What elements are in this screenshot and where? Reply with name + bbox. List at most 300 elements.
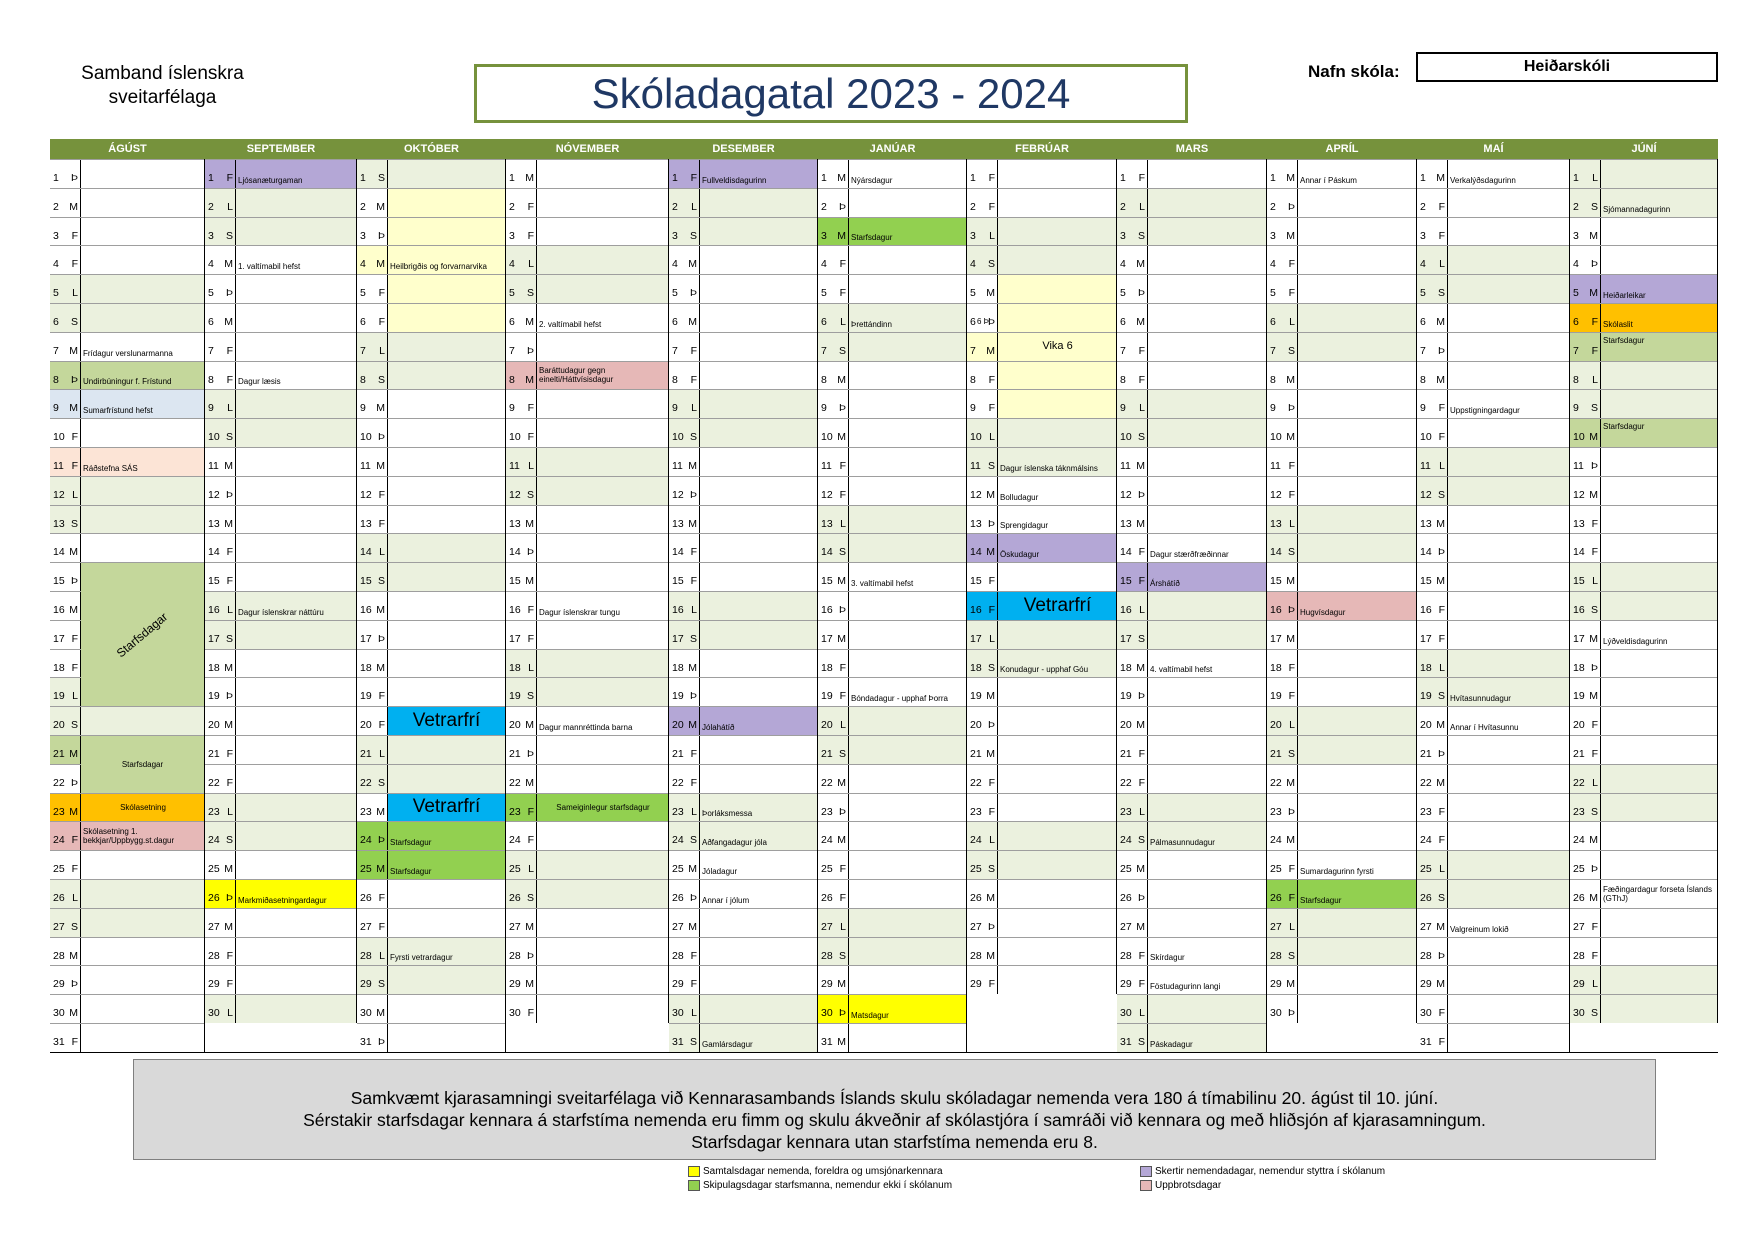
day-cell[interactable] [205, 332, 357, 361]
day-cell[interactable] [50, 821, 205, 850]
day-cell[interactable] [818, 533, 967, 562]
day-cell[interactable] [50, 303, 205, 332]
day-cell[interactable] [1117, 476, 1267, 505]
day-cell[interactable] [1570, 188, 1718, 217]
day-cell[interactable] [818, 389, 967, 418]
day-cell[interactable] [818, 245, 967, 274]
day-cell[interactable] [1267, 303, 1417, 332]
day-cell[interactable] [357, 159, 506, 188]
day-cell[interactable] [506, 879, 669, 908]
day-cell[interactable] [50, 418, 205, 447]
day-cell[interactable] [1417, 303, 1570, 332]
day-cell[interactable] [1417, 591, 1570, 620]
day-cell[interactable] [669, 274, 818, 303]
day-cell[interactable] [967, 562, 1117, 591]
day-cell[interactable] [1117, 361, 1267, 390]
day-cell[interactable] [506, 476, 669, 505]
day-cell[interactable] [1267, 159, 1417, 188]
day-cell[interactable] [669, 649, 818, 678]
day-cell[interactable] [669, 533, 818, 562]
day-cell[interactable] [357, 361, 506, 390]
day-cell[interactable] [818, 677, 967, 706]
day-cell[interactable] [357, 447, 506, 476]
day-cell[interactable] [1417, 389, 1570, 418]
day-cell[interactable] [357, 735, 506, 764]
day-cell[interactable] [669, 245, 818, 274]
day-cell[interactable] [967, 159, 1117, 188]
day-cell[interactable] [50, 159, 205, 188]
day-cell[interactable] [506, 764, 669, 793]
day-cell[interactable] [1117, 793, 1267, 822]
day-cell[interactable] [50, 476, 205, 505]
day-cell[interactable] [357, 764, 506, 793]
day-cell[interactable] [818, 361, 967, 390]
day-cell[interactable] [50, 965, 205, 994]
day-cell[interactable] [1417, 850, 1570, 879]
day-cell[interactable] [967, 706, 1117, 735]
day-cell[interactable] [967, 188, 1117, 217]
day-cell[interactable] [1570, 217, 1718, 246]
day-cell[interactable] [1417, 620, 1570, 649]
day-cell[interactable] [669, 879, 818, 908]
day-cell[interactable] [1117, 245, 1267, 274]
day-cell[interactable] [506, 217, 669, 246]
day-cell[interactable] [1117, 764, 1267, 793]
day-cell[interactable] [50, 188, 205, 217]
day-cell[interactable] [506, 793, 669, 822]
day-cell[interactable] [1267, 908, 1417, 937]
day-cell[interactable] [669, 418, 818, 447]
day-cell[interactable] [1417, 274, 1570, 303]
day-cell[interactable] [1417, 447, 1570, 476]
day-cell[interactable] [1267, 793, 1417, 822]
day-cell[interactable] [205, 937, 357, 966]
day-cell[interactable] [1570, 159, 1718, 188]
day-cell[interactable] [818, 332, 967, 361]
day-cell[interactable] [205, 879, 357, 908]
school-name-field[interactable]: Heiðarskóli [1416, 52, 1718, 82]
day-cell[interactable] [357, 879, 506, 908]
day-cell[interactable] [506, 994, 669, 1023]
day-cell[interactable] [357, 965, 506, 994]
day-cell[interactable] [50, 994, 205, 1023]
day-cell[interactable] [1417, 793, 1570, 822]
day-cell[interactable] [357, 245, 506, 274]
day-cell[interactable] [357, 620, 506, 649]
day-cell[interactable] [1417, 332, 1570, 361]
day-cell[interactable] [50, 217, 205, 246]
day-cell[interactable] [1417, 937, 1570, 966]
day-cell[interactable] [506, 274, 669, 303]
day-cell[interactable] [818, 159, 967, 188]
day-cell[interactable] [506, 447, 669, 476]
day-cell[interactable] [1417, 821, 1570, 850]
day-cell[interactable] [1570, 591, 1718, 620]
day-cell[interactable] [818, 821, 967, 850]
day-cell[interactable] [357, 591, 506, 620]
day-cell[interactable] [669, 677, 818, 706]
day-cell[interactable] [506, 332, 669, 361]
day-cell[interactable] [1570, 965, 1718, 994]
day-cell[interactable] [818, 620, 967, 649]
day-cell[interactable] [818, 908, 967, 937]
day-cell[interactable] [1417, 217, 1570, 246]
day-cell[interactable] [818, 1023, 967, 1052]
day-cell[interactable] [1267, 735, 1417, 764]
day-cell[interactable] [669, 706, 818, 735]
day-cell[interactable] [967, 533, 1117, 562]
day-cell[interactable] [1117, 879, 1267, 908]
day-cell[interactable] [506, 937, 669, 966]
day-cell[interactable] [669, 389, 818, 418]
day-cell[interactable] [205, 418, 357, 447]
day-cell[interactable] [1570, 245, 1718, 274]
day-cell[interactable] [1267, 188, 1417, 217]
day-cell[interactable] [506, 965, 669, 994]
day-cell[interactable] [357, 937, 506, 966]
day-cell[interactable] [1117, 562, 1267, 591]
day-cell[interactable] [1570, 735, 1718, 764]
day-cell[interactable] [205, 188, 357, 217]
day-cell[interactable] [818, 591, 967, 620]
day-cell[interactable] [1117, 1023, 1267, 1052]
day-cell[interactable] [1267, 821, 1417, 850]
day-cell[interactable] [357, 1023, 506, 1052]
day-cell[interactable] [967, 418, 1117, 447]
day-cell[interactable] [1570, 764, 1718, 793]
day-cell[interactable] [1117, 908, 1267, 937]
day-cell[interactable] [818, 764, 967, 793]
day-cell[interactable] [506, 303, 669, 332]
day-cell[interactable] [1267, 217, 1417, 246]
day-cell[interactable] [1570, 620, 1718, 649]
day-cell[interactable] [1117, 649, 1267, 678]
day-cell[interactable] [1570, 505, 1718, 534]
day-cell[interactable] [205, 850, 357, 879]
day-cell[interactable] [357, 505, 506, 534]
day-cell[interactable] [1117, 332, 1267, 361]
day-cell[interactable] [357, 332, 506, 361]
day-cell[interactable] [1570, 447, 1718, 476]
day-cell[interactable] [669, 332, 818, 361]
day-cell[interactable] [1570, 937, 1718, 966]
day-cell[interactable] [506, 245, 669, 274]
day-cell[interactable] [357, 994, 506, 1023]
day-cell[interactable] [1267, 245, 1417, 274]
day-cell[interactable] [1267, 649, 1417, 678]
day-cell[interactable] [669, 361, 818, 390]
day-cell[interactable] [1117, 994, 1267, 1023]
day-cell[interactable] [669, 159, 818, 188]
day-cell[interactable] [669, 188, 818, 217]
day-cell[interactable] [1267, 879, 1417, 908]
day-cell[interactable] [669, 994, 818, 1023]
day-cell[interactable] [1117, 533, 1267, 562]
day-cell[interactable] [205, 620, 357, 649]
day-cell[interactable] [1117, 303, 1267, 332]
day-cell[interactable] [506, 389, 669, 418]
day-cell[interactable] [818, 418, 967, 447]
day-cell[interactable] [818, 188, 967, 217]
day-cell[interactable] [1117, 188, 1267, 217]
day-cell[interactable] [205, 562, 357, 591]
day-cell[interactable] [1267, 332, 1417, 361]
day-cell[interactable] [669, 591, 818, 620]
day-cell[interactable] [818, 649, 967, 678]
day-cell[interactable] [1570, 476, 1718, 505]
day-cell[interactable] [1417, 965, 1570, 994]
day-cell[interactable] [818, 937, 967, 966]
day-cell[interactable] [1117, 217, 1267, 246]
day-cell[interactable] [967, 793, 1117, 822]
day-cell[interactable] [669, 217, 818, 246]
day-cell[interactable] [669, 447, 818, 476]
day-cell[interactable] [669, 821, 818, 850]
day-cell[interactable] [1417, 562, 1570, 591]
day-cell[interactable] [50, 879, 205, 908]
day-cell[interactable] [205, 908, 357, 937]
day-cell[interactable] [1570, 274, 1718, 303]
day-cell[interactable] [1570, 879, 1718, 908]
day-cell[interactable] [205, 533, 357, 562]
day-cell[interactable] [818, 217, 967, 246]
day-cell[interactable] [506, 649, 669, 678]
day-cell[interactable] [818, 793, 967, 822]
day-cell[interactable] [1267, 706, 1417, 735]
day-cell[interactable] [818, 562, 967, 591]
day-cell[interactable] [205, 476, 357, 505]
day-cell[interactable] [1117, 389, 1267, 418]
day-cell[interactable] [1117, 965, 1267, 994]
day-cell[interactable] [1417, 188, 1570, 217]
day-cell[interactable] [506, 706, 669, 735]
day-cell[interactable] [205, 591, 357, 620]
day-cell[interactable] [967, 937, 1117, 966]
day-cell[interactable] [1267, 389, 1417, 418]
day-cell[interactable] [50, 908, 205, 937]
day-cell[interactable] [1267, 591, 1417, 620]
day-cell[interactable] [205, 764, 357, 793]
day-cell[interactable] [1117, 447, 1267, 476]
day-cell[interactable] [357, 476, 506, 505]
day-cell[interactable] [1267, 562, 1417, 591]
day-cell[interactable] [1417, 505, 1570, 534]
day-cell[interactable] [669, 793, 818, 822]
day-cell[interactable] [1417, 706, 1570, 735]
day-cell[interactable] [967, 620, 1117, 649]
day-cell[interactable] [205, 389, 357, 418]
day-cell[interactable] [506, 591, 669, 620]
day-cell[interactable] [1570, 389, 1718, 418]
day-cell[interactable] [818, 447, 967, 476]
day-cell[interactable] [1570, 677, 1718, 706]
day-cell[interactable] [1570, 649, 1718, 678]
day-cell[interactable] [669, 850, 818, 879]
day-cell[interactable] [1117, 821, 1267, 850]
day-cell[interactable] [1570, 303, 1718, 332]
day-cell[interactable] [50, 533, 205, 562]
day-cell[interactable] [1570, 533, 1718, 562]
day-cell[interactable] [1267, 994, 1417, 1023]
day-cell[interactable] [818, 505, 967, 534]
day-cell[interactable] [1267, 476, 1417, 505]
day-cell[interactable] [357, 418, 506, 447]
day-cell[interactable] [205, 994, 357, 1023]
day-cell[interactable] [205, 677, 357, 706]
day-cell[interactable] [818, 303, 967, 332]
day-cell[interactable] [205, 361, 357, 390]
day-cell[interactable] [1117, 591, 1267, 620]
day-cell[interactable] [1267, 447, 1417, 476]
day-cell[interactable] [967, 649, 1117, 678]
day-cell[interactable] [205, 159, 357, 188]
day-cell[interactable] [1570, 562, 1718, 591]
day-cell[interactable] [1570, 361, 1718, 390]
day-cell[interactable] [818, 879, 967, 908]
day-cell[interactable] [50, 793, 205, 822]
day-cell[interactable] [1417, 735, 1570, 764]
day-cell[interactable] [818, 476, 967, 505]
day-cell[interactable] [967, 965, 1117, 994]
day-cell[interactable] [967, 879, 1117, 908]
day-cell[interactable] [1117, 706, 1267, 735]
day-cell[interactable] [967, 591, 1117, 620]
day-cell[interactable] [205, 649, 357, 678]
day-cell[interactable] [1267, 505, 1417, 534]
day-cell[interactable] [506, 159, 669, 188]
day-cell[interactable] [205, 447, 357, 476]
day-cell[interactable] [50, 332, 205, 361]
day-cell[interactable] [1117, 677, 1267, 706]
day-cell[interactable] [1417, 476, 1570, 505]
day-cell[interactable] [1570, 821, 1718, 850]
day-cell[interactable] [506, 620, 669, 649]
day-cell[interactable] [1117, 274, 1267, 303]
day-cell[interactable] [669, 1023, 818, 1052]
day-cell[interactable] [357, 389, 506, 418]
day-cell[interactable] [357, 821, 506, 850]
day-cell[interactable] [357, 562, 506, 591]
day-cell[interactable] [1117, 937, 1267, 966]
day-cell[interactable] [506, 188, 669, 217]
day-cell[interactable] [818, 274, 967, 303]
day-cell[interactable] [1267, 361, 1417, 390]
day-cell[interactable] [1570, 793, 1718, 822]
day-cell[interactable] [1117, 418, 1267, 447]
day-cell[interactable] [205, 706, 357, 735]
day-cell[interactable] [50, 245, 205, 274]
day-cell[interactable] [669, 764, 818, 793]
day-cell[interactable] [1267, 274, 1417, 303]
day-cell[interactable] [1417, 245, 1570, 274]
day-cell[interactable] [1570, 994, 1718, 1023]
day-cell[interactable] [506, 418, 669, 447]
day-cell[interactable] [50, 1023, 205, 1052]
day-cell[interactable] [205, 965, 357, 994]
day-cell[interactable] [50, 361, 205, 390]
day-cell[interactable] [669, 505, 818, 534]
day-cell[interactable] [506, 505, 669, 534]
day-cell[interactable] [669, 965, 818, 994]
day-cell[interactable] [1417, 418, 1570, 447]
day-cell[interactable] [669, 476, 818, 505]
day-cell[interactable] [1570, 706, 1718, 735]
day-cell[interactable] [506, 850, 669, 879]
day-cell[interactable] [1417, 649, 1570, 678]
day-cell[interactable] [1267, 937, 1417, 966]
day-cell[interactable] [967, 217, 1117, 246]
day-cell[interactable] [357, 533, 506, 562]
day-cell[interactable] [967, 505, 1117, 534]
day-cell[interactable] [967, 245, 1117, 274]
day-cell[interactable] [50, 706, 205, 735]
day-cell[interactable] [1267, 533, 1417, 562]
day-cell[interactable] [506, 533, 669, 562]
day-cell[interactable] [967, 677, 1117, 706]
day-cell[interactable] [818, 965, 967, 994]
day-cell[interactable] [357, 649, 506, 678]
day-cell[interactable] [1570, 332, 1718, 361]
day-cell[interactable] [50, 447, 205, 476]
day-cell[interactable] [818, 706, 967, 735]
day-cell[interactable] [669, 937, 818, 966]
day-cell[interactable] [1117, 620, 1267, 649]
day-cell[interactable] [818, 850, 967, 879]
day-cell[interactable] [50, 274, 205, 303]
day-cell[interactable] [1417, 361, 1570, 390]
day-cell[interactable] [205, 735, 357, 764]
day-cell[interactable] [205, 505, 357, 534]
day-cell[interactable] [1570, 418, 1718, 447]
day-cell[interactable] [1417, 1023, 1570, 1052]
day-cell[interactable] [205, 303, 357, 332]
day-cell[interactable] [205, 821, 357, 850]
day-cell[interactable] [818, 735, 967, 764]
day-cell[interactable] [1267, 850, 1417, 879]
day-cell[interactable] [205, 274, 357, 303]
day-cell[interactable] [967, 476, 1117, 505]
day-cell[interactable] [205, 245, 357, 274]
day-cell[interactable] [967, 908, 1117, 937]
day-cell[interactable] [669, 562, 818, 591]
day-cell[interactable] [967, 850, 1117, 879]
day-cell[interactable] [1267, 418, 1417, 447]
day-cell[interactable] [50, 850, 205, 879]
day-cell[interactable] [967, 735, 1117, 764]
day-cell[interactable] [1570, 908, 1718, 937]
day-cell[interactable] [1117, 850, 1267, 879]
day-cell[interactable] [669, 735, 818, 764]
day-cell[interactable] [1417, 764, 1570, 793]
day-cell[interactable] [967, 447, 1117, 476]
day-cell[interactable] [1267, 965, 1417, 994]
day-cell[interactable] [357, 677, 506, 706]
day-cell[interactable] [1417, 533, 1570, 562]
day-cell[interactable] [506, 677, 669, 706]
day-cell[interactable] [1417, 677, 1570, 706]
day-cell[interactable] [1117, 159, 1267, 188]
day-cell[interactable] [50, 937, 205, 966]
day-cell[interactable] [506, 361, 669, 390]
day-cell[interactable] [1267, 677, 1417, 706]
day-cell[interactable] [205, 217, 357, 246]
day-cell[interactable] [1117, 735, 1267, 764]
day-cell[interactable] [967, 821, 1117, 850]
day-cell[interactable] [205, 793, 357, 822]
day-cell[interactable] [1267, 620, 1417, 649]
day-cell[interactable] [357, 850, 506, 879]
day-cell[interactable] [1417, 879, 1570, 908]
